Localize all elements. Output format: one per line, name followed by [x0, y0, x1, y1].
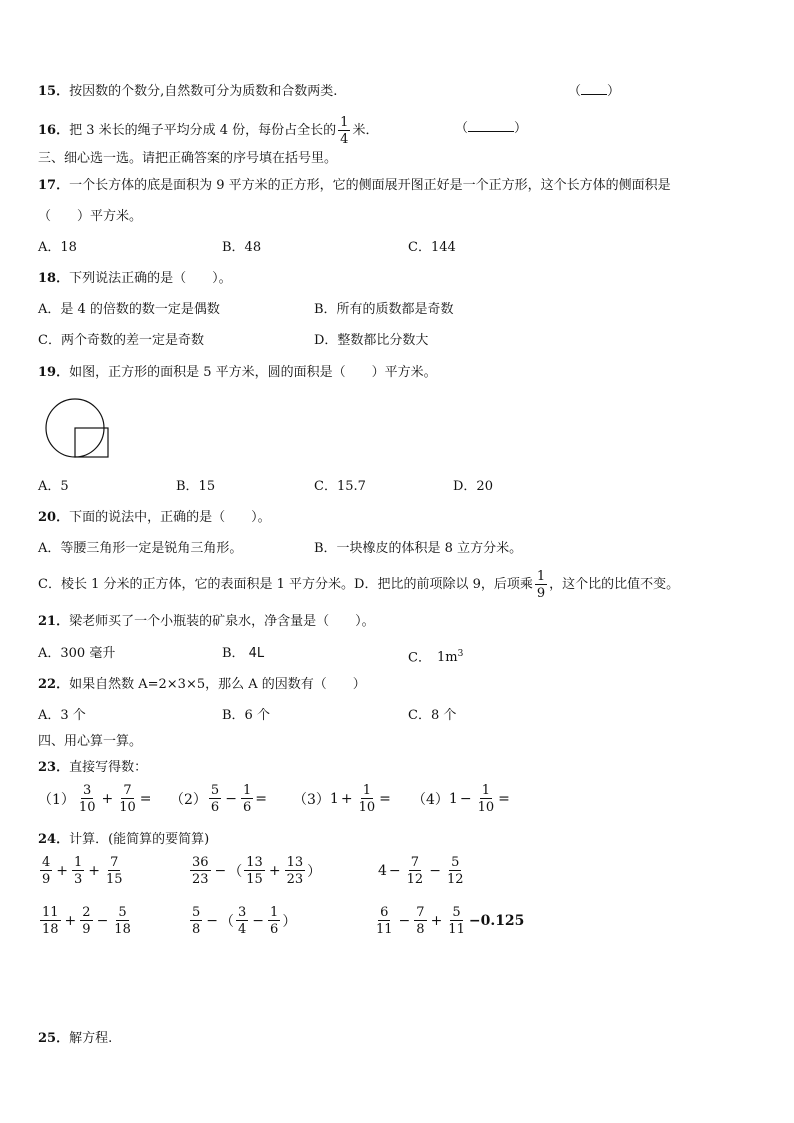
option-value: 4L: [248, 646, 265, 661]
circle-square-figure: [40, 398, 114, 460]
expression-1: $\frac{4}{9}$ + $\frac{1}{3}$ + $\frac{7}{15}$: [42, 855, 123, 887]
question-16: [38, 115, 379, 147]
fraction: $\frac{1}{4}$: [340, 115, 349, 147]
question-25: [38, 1030, 112, 1048]
question-text: 一个长方体的底是面积为 9 平方米的正方形，它的侧面展开图正好是一个正方形，这个长方体的侧面积是: [69, 178, 671, 193]
question-text-tail: 米．: [352, 123, 379, 138]
question-19: [38, 364, 437, 382]
superscript: 3: [457, 649, 464, 659]
calc-item-3: （3） 1 + $\frac{1}{10}$ =: [293, 783, 391, 815]
calc-item-1: （1） $\frac{3}{10}$ + $\frac{7}{10}$ =: [38, 783, 152, 815]
expression-5: $\frac{5}{8}$ − （ $\frac{3}{4}$ − $\frac{1}{6}$ ）: [192, 905, 297, 937]
option-d[interactable]: D．20: [453, 479, 493, 494]
question-17-cont: （ ）平方米。: [38, 209, 143, 224]
blank-line: [468, 131, 514, 132]
question-text: 梁老师买了一个小瓶装的矿泉水，净含量是（ ）。: [69, 614, 375, 629]
question-text: 直接写得数：: [69, 760, 148, 775]
option-c[interactable]: C．棱长 1 分米的正方体，它的表面积是 1 平方分米。: [38, 577, 355, 592]
option-b[interactable]: B．所有的质数都是奇数: [314, 302, 454, 317]
question-20: [38, 509, 271, 527]
calc-item-4: （4） 1 − $\frac{1}{10}$ =: [412, 783, 510, 815]
question-number: 19．: [38, 365, 70, 380]
question-text: 如图，正方形的面积是 5 平方米，圆的面积是（ ）平方米。: [69, 365, 437, 380]
question-number: 20．: [38, 510, 70, 525]
option-a[interactable]: A．等腰三角形一定是锐角三角形。: [38, 541, 243, 556]
option-b[interactable]: B．48: [222, 240, 262, 255]
paren-open: （: [455, 121, 469, 136]
expression-6: $\frac{6}{11}$ − $\frac{7}{8}$ + $\frac{5}{11}$ −0.125: [376, 905, 525, 937]
question-24: [38, 831, 209, 849]
expression-3: 4 − $\frac{7}{12}$ − $\frac{5}{12}$: [378, 855, 464, 887]
question-number: 17．: [38, 178, 70, 193]
section-heading-3: 三、细心选一选。请把正确答案的序号填在括号里。: [38, 151, 338, 166]
question-text: 按因数的个数分,自然数可分为质数和合数两类.: [69, 84, 338, 99]
option-a[interactable]: A．300 毫升: [38, 646, 116, 661]
question-text: 下列说法正确的是（ ）。: [69, 271, 232, 286]
question-number: 21．: [38, 614, 70, 629]
fraction: $\frac{1}{9}$: [536, 569, 546, 601]
option-d[interactable]: D．整数都比分数大: [314, 333, 429, 348]
question-text: 下面的说法中，正确的是（ ）。: [69, 510, 271, 525]
answer-blank-15[interactable]: [568, 83, 620, 101]
option-b[interactable]: B．一块橡皮的体积是 8 立方分米。: [314, 541, 523, 556]
question-18: [38, 270, 232, 288]
section-heading-4: 四、用心算一算。: [38, 734, 143, 749]
option-b[interactable]: B．6 个: [222, 708, 270, 723]
expression-4: $\frac{11}{18}$ + $\frac{2}{9}$ − $\frac{5}{18}$: [42, 905, 131, 937]
option-c[interactable]: C．15.7: [314, 479, 366, 494]
option-b[interactable]: B．15: [176, 479, 216, 494]
option-label: B．: [222, 646, 245, 661]
option-d-tail: ，这个比的比值不变。: [549, 577, 680, 592]
option-a[interactable]: A．5: [38, 479, 69, 494]
expression-2: $\frac{36}{23}$ − （ $\frac{13}{15}$ + $\frac{13}{23}$ ）: [192, 855, 322, 887]
option-c[interactable]: C．两个奇数的差一定是奇数: [38, 333, 204, 348]
question-22: [38, 676, 366, 694]
option-value: 1m: [436, 650, 458, 666]
option-label: C．: [408, 650, 431, 666]
paren-open: （: [568, 84, 582, 99]
question-21: [38, 613, 375, 631]
question-text: 计算．(能简算的要简算): [69, 832, 210, 847]
answer-blank-16[interactable]: [455, 120, 527, 138]
question-number: 18．: [38, 271, 70, 286]
question-15: [38, 83, 337, 101]
option-a[interactable]: A．3 个: [38, 708, 86, 723]
option-c[interactable]: C．144: [408, 240, 456, 255]
question-text: 如果自然数 A=2×3×5，那么 A 的因数有（ ）: [69, 677, 366, 692]
question-number: 23．: [38, 760, 70, 775]
question-number: 22．: [38, 677, 70, 692]
question-number: 24．: [38, 832, 70, 847]
question-number: 16．: [38, 123, 70, 138]
question-number: 15．: [38, 84, 70, 99]
question-number: 25．: [38, 1031, 70, 1046]
question-17: [38, 177, 671, 195]
option-d[interactable]: D．把比的前项除以 9，后项乘: [354, 577, 533, 592]
question-text: 解方程.: [69, 1031, 113, 1046]
option-c[interactable]: [408, 645, 463, 667]
option-b[interactable]: [222, 645, 264, 663]
option-a[interactable]: A．是 4 的倍数的数一定是偶数: [38, 302, 220, 317]
option-a[interactable]: A．18: [38, 240, 77, 255]
option-row-cd: [38, 567, 679, 603]
question-23: [38, 759, 147, 777]
question-text: 把 3 米长的绳子平均分成 4 份，每份占全长的: [69, 123, 337, 138]
option-c[interactable]: C．8 个: [408, 708, 457, 723]
calc-item-2: （2） $\frac{5}{6}$ − $\frac{1}{6}$ =: [170, 783, 267, 815]
paren-close: ）: [607, 84, 621, 99]
blank-line: [581, 94, 607, 95]
paren-close: ）: [514, 121, 528, 136]
